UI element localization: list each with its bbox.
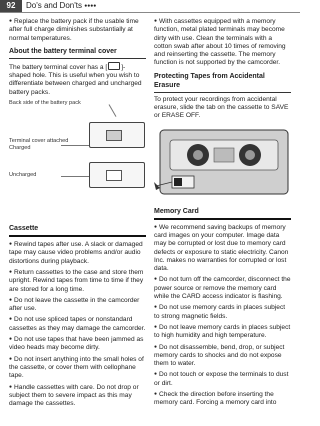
protecting-text: To protect your recordings from accidental erasure, slide the tab on the cassette to SAVE or ERASE OFF. <box>154 95 289 120</box>
battery-replace-bullet: ● Replace the battery pack if the usable time after full charge diminishes substantially at normal temperatures. <box>9 17 146 43</box>
memory-card-bullet: ● Do not use memory cards in places subject to strong magnetic fields. <box>154 303 291 321</box>
back-side-leader <box>109 104 117 117</box>
memory-function-bullet: ● With cassettes equipped with a memory function, metal plated terminals may become dirty with use. Clean the terminals with a cotton swab after about 10 times of removing and reinserting the cassette. The memory function is not supported by the camcorder. <box>154 17 291 68</box>
battery-cover-figure <box>9 100 146 218</box>
charged-label: Terminal cover attached Charged <box>9 138 69 152</box>
right-column <box>154 17 291 410</box>
cassette-illustration <box>154 123 291 201</box>
header-rule <box>0 12 300 13</box>
memory-card-bullet: ● Do not disassemble, bend, drop, or subject memory cards to shocks and do not expose them to water. <box>154 343 291 369</box>
memory-card-bullet: ● Do not touch or expose the terminals to dust or dirt. <box>154 370 291 388</box>
cassette-bullet: ● Rewind tapes after use. A slack or damaged tape may cause video problems and/or audio distortions during playback. <box>9 240 146 266</box>
memory-card-bullet: ● We recommend saving backups of memory card images on your computer. Image data may be corrupted or lost due to memory card defects or exposure to static electricity. Canon Inc. makes no warranties for corrupted or lost data. <box>154 223 291 274</box>
page-number: 92 <box>0 0 22 12</box>
terminal-cover-tab <box>106 170 122 181</box>
battery-pack-uncharged <box>89 162 145 188</box>
header-title-text: Do's and Don'ts <box>26 1 82 10</box>
protecting-heading: Protecting Tapes from Accidental Erasure <box>154 72 291 93</box>
cassette-bullet: ● Do not insert anything into the small holes of the cassette, or cover them with cellophane tape. <box>9 355 146 381</box>
header-dots-icon: ●●●● <box>84 3 97 9</box>
memory-card-bullet: ● Do not leave memory cards in places subject to high humidity and high temperature. <box>154 323 291 341</box>
cassette-bullet: ● Return cassettes to the case and store them upright. Rewind tapes from time to time if they are stored for a long time. <box>9 268 146 294</box>
memory-card-heading: Memory Card <box>154 207 291 220</box>
page-header <box>0 0 300 12</box>
cassette-bullet: ● Do not use spliced tapes or nonstandard cassettes as they may damage the camcorder. <box>9 315 146 333</box>
charged-leader <box>61 145 89 146</box>
cassette-heading: Cassette <box>9 224 146 237</box>
memory-card-bullet: ● Do not turn off the camcorder, disconnect the power source or remove the memory card while the CARD access indicator is flashing. <box>154 275 291 301</box>
cassette-bullet: ● Do not use tapes that have been jammed as video heads may become dirty. <box>9 335 146 353</box>
header-title <box>26 1 96 11</box>
memory-card-bullet: ● Check the direction before inserting the memory card. Forcing a memory card into <box>154 390 291 408</box>
uncharged-label: Uncharged <box>9 172 37 179</box>
uncharged-leader <box>61 176 89 177</box>
cassette-bullet: ● Handle cassettes with care. Do not drop or subject them to severe impact as this may damage the cassettes. <box>9 383 146 409</box>
battery-pack-charged <box>89 122 145 148</box>
battery-cover-heading: About the battery terminal cover <box>9 47 146 59</box>
cassette-bullet: ● Do not leave the cassette in the camcorder after use. <box>9 296 146 314</box>
battery-cover-text: The battery terminal cover has a [ ]-shaped hole. This is useful when you wish to differentiate between charged and uncharged battery packs. <box>9 63 142 96</box>
cover-hole-icon <box>108 62 120 70</box>
terminal-cover-tab <box>106 130 122 141</box>
back-side-label: Back side of the battery pack <box>9 100 81 107</box>
left-column <box>9 17 146 410</box>
cassette-tab-illustration <box>154 126 294 198</box>
